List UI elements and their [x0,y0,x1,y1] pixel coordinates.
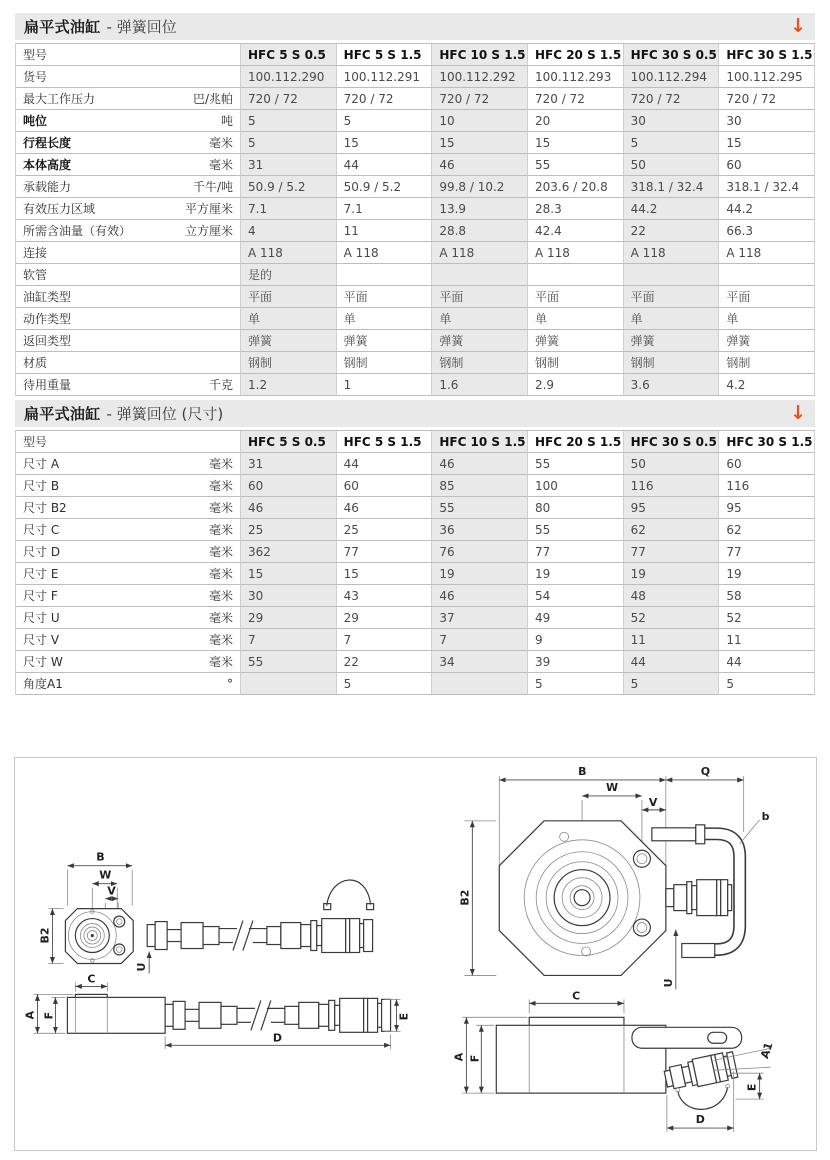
dim-label-e-right: E [745,1083,759,1092]
row-unit: 吨 [220,114,233,128]
row-label: 尺寸 W [23,655,63,669]
row-unit: 毫米 [208,479,233,493]
right-top-view [458,765,769,989]
column-header: HFC 10 S 1.5 [432,431,528,453]
value-cell: 28.8 [432,220,528,242]
row-label-cell [16,242,241,264]
dim-label-w-right: W [606,780,619,794]
spec-table [15,43,815,396]
value-cell: 钢制 [432,352,528,374]
value-cell: 100.112.290 [241,66,337,88]
row-label-cell [16,330,241,352]
dim-label-v-right: V [648,795,658,809]
row-label-cell [16,585,241,607]
value-cell: 钢制 [719,352,815,374]
spec-table-subtitle: - 弹簧回位 [106,18,177,36]
row-label: 尺寸 V [23,633,60,647]
dim-label-b-left: B [96,850,105,864]
model-header-cell [16,44,241,66]
row-label: 尺寸 D [23,545,61,559]
value-cell: 77 [624,541,720,563]
value-cell: 5 [528,673,624,695]
value-cell: 44 [337,154,433,176]
dim-label-f-right: F [468,1054,482,1063]
value-cell: A 118 [337,242,433,264]
value-cell: 52 [719,607,815,629]
value-cell: 13.9 [432,198,528,220]
value-cell: 4.2 [719,374,815,396]
value-cell: 弹簧 [719,330,815,352]
row-label-cell [16,352,241,374]
value-cell: 弹簧 [624,330,720,352]
row-label-cell [16,264,241,286]
value-cell [528,264,624,286]
row-unit: 毫米 [208,567,233,581]
value-cell [432,673,528,695]
value-cell: 19 [528,563,624,585]
dim-label-u-left: U [135,962,149,972]
row-label-cell [16,308,241,330]
value-cell: 7 [241,629,337,651]
spec-table-titlebar [15,13,815,40]
row-label-cell [16,88,241,110]
value-cell: 10 [432,110,528,132]
value-cell: 5 [624,132,720,154]
value-cell: 42.4 [528,220,624,242]
value-cell: 80 [528,497,624,519]
row-label: 尺寸 B2 [23,501,67,515]
row-label: 角度A1 [23,677,63,691]
value-cell: 平面 [432,286,528,308]
dim-label-a1: A1 [758,1040,776,1061]
value-cell: 31 [241,453,337,475]
technical-drawing [15,758,814,1148]
value-cell: 54 [528,585,624,607]
value-cell: 44 [624,651,720,673]
value-cell: 2.9 [528,374,624,396]
value-cell: 95 [719,497,815,519]
value-cell: 单 [528,308,624,330]
value-cell: 单 [719,308,815,330]
dim-label-f-left: F [42,1011,56,1020]
value-cell: 平面 [241,286,337,308]
value-cell: 37 [432,607,528,629]
row-label: 尺寸 U [23,611,60,625]
value-cell: 19 [719,563,815,585]
dim-label-d-right: D [695,1113,705,1127]
value-cell: A 118 [624,242,720,264]
dim-label-b2-right: B2 [458,889,472,906]
value-cell: 20 [528,110,624,132]
value-cell: 15 [719,132,815,154]
row-unit: 毫米 [208,136,233,150]
row-label-cell [16,607,241,629]
value-cell: 50 [624,453,720,475]
download-arrow-icon[interactable]: ↓ [790,15,806,37]
value-cell: 46 [337,497,433,519]
value-cell [241,673,337,695]
dim-label-a-left: A [23,1010,37,1020]
row-unit: 毫米 [208,589,233,603]
row-label: 连接 [23,246,48,260]
value-cell: 4 [241,220,337,242]
left-side-view [23,972,410,1049]
value-cell: A 118 [432,242,528,264]
value-cell: 52 [624,607,720,629]
value-cell: 60 [337,475,433,497]
dim-label-c-right: C [572,989,581,1003]
value-cell: 弹簧 [432,330,528,352]
value-cell: 720 / 72 [337,88,433,110]
value-cell: 44.2 [719,198,815,220]
row-label-cell [16,497,241,519]
value-cell: 15 [432,132,528,154]
value-cell: 是的 [241,264,337,286]
row-unit: 千牛/吨 [192,180,233,194]
value-cell: 15 [241,563,337,585]
row-label-cell [16,110,241,132]
row-label: 货号 [23,70,48,84]
value-cell: 85 [432,475,528,497]
technical-drawing-panel [14,757,817,1151]
row-label: 返回类型 [23,334,72,348]
value-cell: A 118 [528,242,624,264]
row-label: 材质 [23,356,48,370]
value-cell: 55 [528,154,624,176]
row-label: 尺寸 E [23,567,59,581]
right-side-view [452,989,775,1132]
value-cell: 100 [528,475,624,497]
value-cell: 弹簧 [528,330,624,352]
row-unit: 毫米 [208,501,233,515]
row-unit: 平方厘米 [184,202,233,216]
value-cell: 46 [241,497,337,519]
value-cell: 1.6 [432,374,528,396]
value-cell: 100.112.293 [528,66,624,88]
value-cell: 60 [719,453,815,475]
value-cell: 720 / 72 [241,88,337,110]
value-cell: 7 [337,629,433,651]
value-cell: 3.6 [624,374,720,396]
dimension-table-title: 扁平式油缸 [24,405,101,423]
row-label: 软管 [23,268,48,282]
value-cell: 49 [528,607,624,629]
value-cell: 5 [337,110,433,132]
value-cell: 44.2 [624,198,720,220]
value-cell [624,264,720,286]
value-cell: A 118 [719,242,815,264]
value-cell: 116 [719,475,815,497]
value-cell: 46 [432,453,528,475]
value-cell: 720 / 72 [624,88,720,110]
value-cell: 15 [337,563,433,585]
value-cell: 22 [624,220,720,242]
value-cell: 9 [528,629,624,651]
value-cell: 5 [241,132,337,154]
value-cell: A 118 [241,242,337,264]
value-cell: 44 [337,453,433,475]
row-label: 动作类型 [23,312,72,326]
row-label-cell [16,563,241,585]
spec-table-section [15,13,815,396]
value-cell: 5 [624,673,720,695]
row-unit: 毫米 [208,611,233,625]
row-label-cell [16,673,241,695]
value-cell [432,264,528,286]
value-cell: 5 [719,673,815,695]
row-label: 油缸类型 [23,290,72,304]
dim-label-q-right: Q [700,764,711,778]
row-label: 尺寸 B [23,479,60,493]
value-cell: 29 [337,607,433,629]
row-unit: 千克 [208,378,233,392]
value-cell: 100.112.291 [337,66,433,88]
value-cell: 34 [432,651,528,673]
dim-label-c-left: C [87,972,96,986]
value-cell: 76 [432,541,528,563]
row-label-cell [16,651,241,673]
dim-label-u-right: U [661,978,675,988]
row-label: 最大工作压力 [23,92,96,106]
value-cell: 平面 [528,286,624,308]
row-label-cell [16,176,241,198]
value-cell: 7.1 [337,198,433,220]
value-cell: 55 [528,519,624,541]
dim-label-v-left: V [107,884,116,898]
value-cell: 100.112.292 [432,66,528,88]
row-label-cell [16,132,241,154]
row-unit: 毫米 [208,633,233,647]
value-cell [337,264,433,286]
value-cell: 19 [432,563,528,585]
value-cell: 1 [337,374,433,396]
row-label: 尺寸 F [23,589,58,603]
value-cell: 100.112.295 [719,66,815,88]
value-cell: 平面 [719,286,815,308]
left-top-view [38,851,373,974]
row-label-cell [16,286,241,308]
value-cell: 15 [528,132,624,154]
model-header-label: 型号 [23,48,48,62]
column-header: HFC 5 S 1.5 [337,431,433,453]
value-cell: 62 [624,519,720,541]
value-cell: 62 [719,519,815,541]
row-label: 本体高度 [23,158,72,172]
value-cell: 钢制 [624,352,720,374]
value-cell: 100.112.294 [624,66,720,88]
value-cell: 39 [528,651,624,673]
value-cell: 46 [432,154,528,176]
row-label-cell [16,220,241,242]
value-cell: 720 / 72 [719,88,815,110]
dim-label-a-right: A [452,1052,466,1062]
value-cell [719,264,815,286]
value-cell: 44 [719,651,815,673]
row-label: 待用重量 [23,378,72,392]
value-cell: 弹簧 [241,330,337,352]
value-cell: 318.1 / 32.4 [719,176,815,198]
column-header: HFC 10 S 1.5 [432,44,528,66]
value-cell: 77 [337,541,433,563]
row-label: 吨位 [23,114,48,128]
value-cell: 15 [337,132,433,154]
value-cell: 720 / 72 [432,88,528,110]
value-cell: 55 [528,453,624,475]
dim-label-hose-b: b [761,809,770,823]
column-header: HFC 30 S 1.5 [719,431,815,453]
spec-table-title: 扁平式油缸 [24,18,101,36]
value-cell: 28.3 [528,198,624,220]
column-header: HFC 5 S 1.5 [337,44,433,66]
value-cell: 单 [432,308,528,330]
value-cell: 48 [624,585,720,607]
model-header-cell [16,431,241,453]
value-cell: 1.2 [241,374,337,396]
row-unit: ° [227,676,233,691]
value-cell: 11 [624,629,720,651]
column-header: HFC 5 S 0.5 [241,44,337,66]
dimension-table-subtitle: - 弹簧回位 (尺寸) [106,405,224,423]
dim-label-e-left: E [397,1012,411,1021]
value-cell: 50.9 / 5.2 [337,176,433,198]
value-cell: 11 [719,629,815,651]
value-cell: 5 [241,110,337,132]
value-cell: 50 [624,154,720,176]
row-label: 尺寸 C [23,523,60,537]
value-cell: 单 [241,308,337,330]
row-label: 所需含油量（有效） [23,224,132,238]
value-cell: 25 [337,519,433,541]
row-label-cell [16,66,241,88]
value-cell: 30 [241,585,337,607]
dimension-table-section [15,400,815,695]
column-header: HFC 5 S 0.5 [241,431,337,453]
row-unit: 毫米 [208,457,233,471]
value-cell: 99.8 / 10.2 [432,176,528,198]
value-cell: 116 [624,475,720,497]
column-header: HFC 30 S 0.5 [624,44,720,66]
value-cell: 55 [432,497,528,519]
row-unit: 毫米 [208,523,233,537]
value-cell: 弹簧 [337,330,433,352]
column-header: HFC 20 S 1.5 [528,431,624,453]
dim-label-d-left: D [272,1031,282,1045]
value-cell: 11 [337,220,433,242]
row-label-cell [16,453,241,475]
value-cell: 30 [719,110,815,132]
value-cell: 77 [719,541,815,563]
value-cell: 7 [432,629,528,651]
value-cell: 95 [624,497,720,519]
dimension-table-titlebar [15,400,815,427]
row-unit: 毫米 [208,545,233,559]
row-unit: 毫米 [208,655,233,669]
download-arrow-icon[interactable]: ↓ [790,402,806,424]
value-cell: 29 [241,607,337,629]
row-label: 尺寸 A [23,457,60,471]
column-header: HFC 30 S 1.5 [719,44,815,66]
row-unit: 毫米 [208,158,233,172]
value-cell: 钢制 [528,352,624,374]
dim-label-b-right: B [578,764,587,778]
value-cell: 50.9 / 5.2 [241,176,337,198]
value-cell: 203.6 / 20.8 [528,176,624,198]
column-header: HFC 20 S 1.5 [528,44,624,66]
value-cell: 55 [241,651,337,673]
value-cell: 58 [719,585,815,607]
column-header: HFC 30 S 0.5 [624,431,720,453]
row-label: 承载能力 [23,180,72,194]
value-cell: 单 [337,308,433,330]
dim-label-w-left: W [99,868,112,882]
value-cell: 19 [624,563,720,585]
dimension-table [15,430,815,695]
value-cell: 钢制 [337,352,433,374]
row-label-cell [16,198,241,220]
row-label-cell [16,629,241,651]
row-label-cell [16,374,241,396]
value-cell: 7.1 [241,198,337,220]
value-cell: 46 [432,585,528,607]
value-cell: 平面 [624,286,720,308]
row-label: 行程长度 [23,136,72,150]
value-cell: 30 [624,110,720,132]
value-cell: 43 [337,585,433,607]
value-cell: 362 [241,541,337,563]
row-label-cell [16,519,241,541]
value-cell: 31 [241,154,337,176]
row-label-cell [16,541,241,563]
value-cell: 720 / 72 [528,88,624,110]
value-cell: 单 [624,308,720,330]
model-header-label: 型号 [23,435,48,449]
value-cell: 平面 [337,286,433,308]
dim-label-b2-left: B2 [38,927,52,944]
row-label-cell [16,154,241,176]
value-cell: 318.1 / 32.4 [624,176,720,198]
row-label: 有效压力区域 [23,202,96,216]
value-cell: 22 [337,651,433,673]
row-label-cell [16,475,241,497]
value-cell: 36 [432,519,528,541]
row-unit: 立方厘米 [184,224,233,238]
value-cell: 25 [241,519,337,541]
value-cell: 60 [241,475,337,497]
value-cell: 60 [719,154,815,176]
row-unit: 巴/兆帕 [192,92,233,106]
value-cell: 77 [528,541,624,563]
value-cell: 5 [337,673,433,695]
value-cell: 66.3 [719,220,815,242]
value-cell: 钢制 [241,352,337,374]
